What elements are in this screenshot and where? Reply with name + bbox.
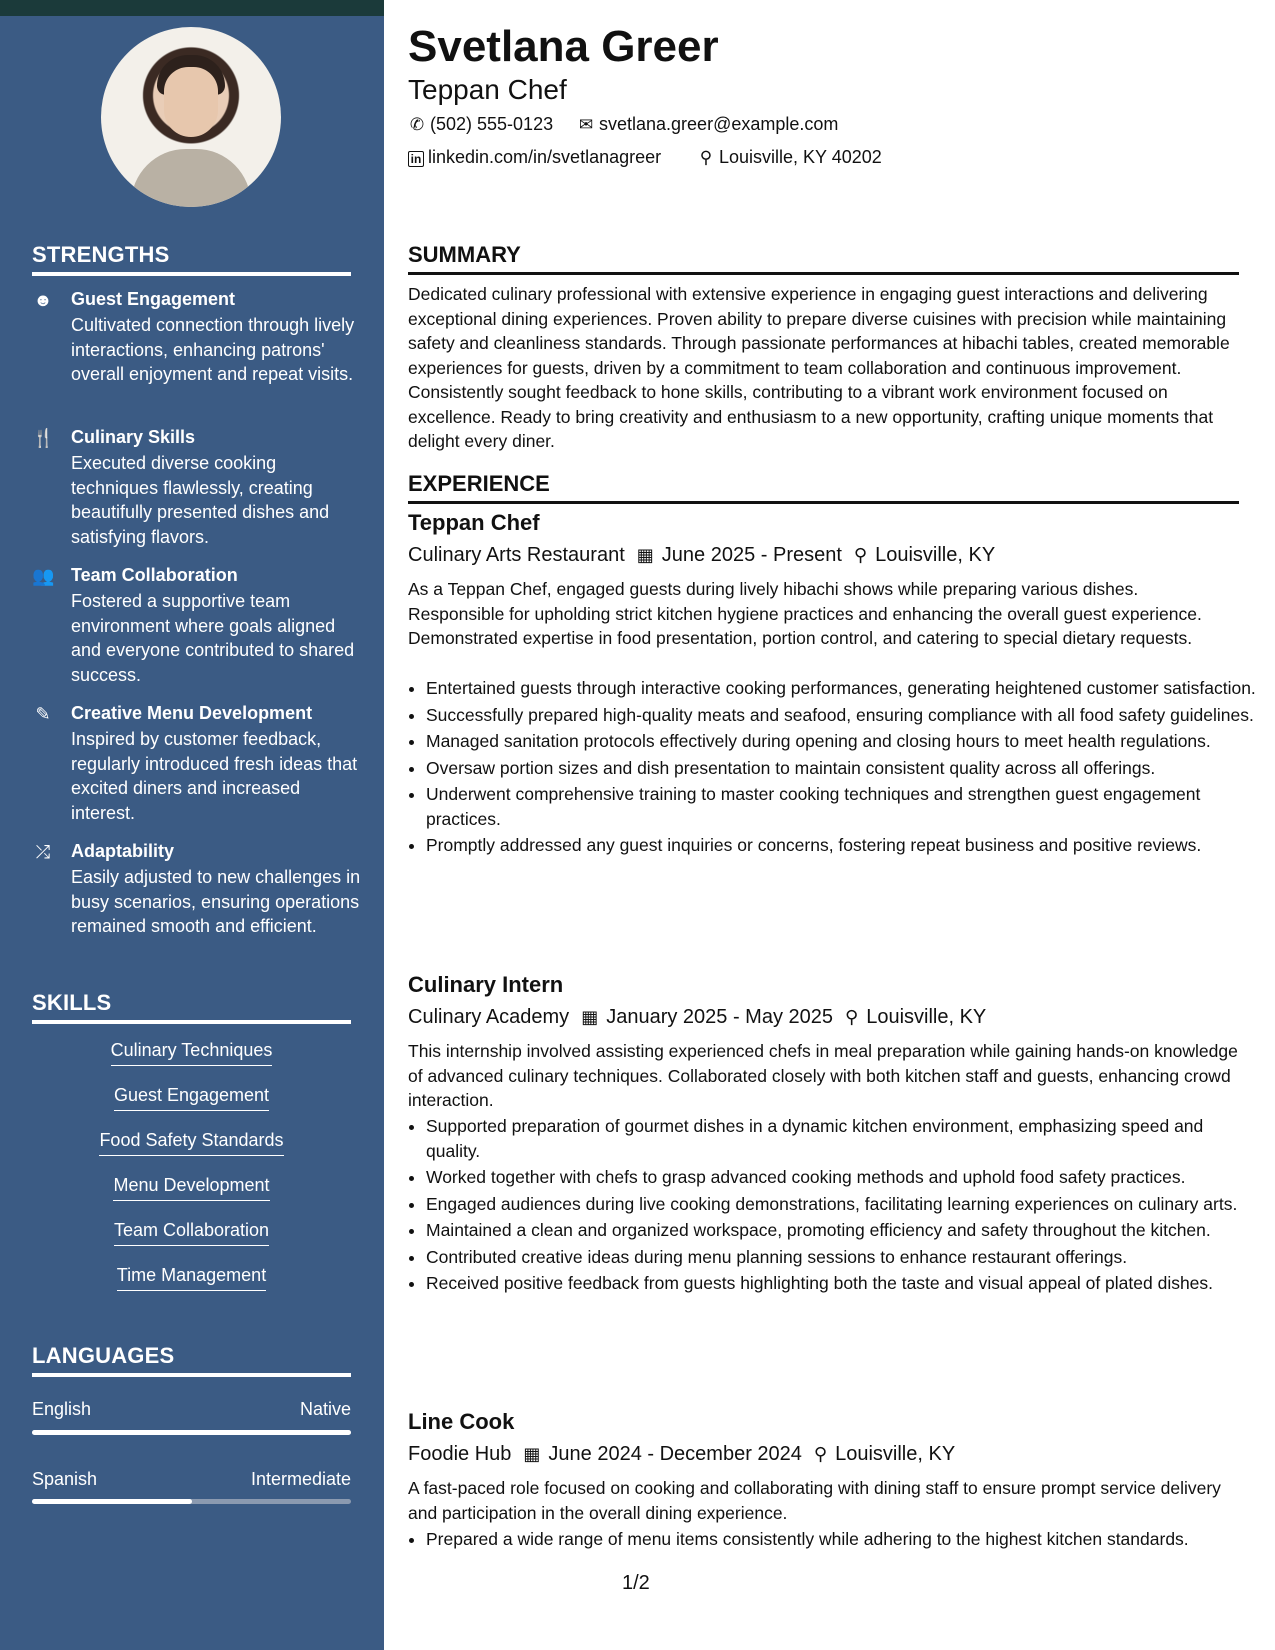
language-bar <box>32 1499 351 1504</box>
users-icon: 👥 <box>32 566 55 586</box>
job-role: Teppan Chef <box>408 510 540 535</box>
job-meta <box>408 1443 955 1466</box>
list-item: • Oversaw portion sizes and dish presentation to maintain consistent quality across all offerings. <box>426 756 1257 781</box>
photo-shoulders <box>131 149 251 207</box>
list-item: • Underwent comprehensive training to master cooking techniques and strengthen guest engagement practices. <box>426 782 1257 831</box>
language-bar-fill <box>32 1430 351 1435</box>
strength-desc: Cultivated connection through lively interactions, enhancing patrons' overall enjoyment and repeat visits. <box>71 315 355 384</box>
skill-item: Culinary Techniques <box>32 1038 351 1066</box>
job-dates: June 2025 - Present <box>661 544 842 566</box>
experience-rule <box>408 501 1239 504</box>
sidebar <box>0 16 384 1650</box>
summary-rule <box>408 272 1239 275</box>
experience-title: EXPERIENCE <box>408 471 550 496</box>
strength-desc: Executed diverse cooking techniques flawlessly, creating beautifully presented dishes and satisfying flavors. <box>71 453 330 547</box>
job-bullets <box>408 676 1257 860</box>
strength-title: Team Collaboration <box>71 565 238 585</box>
map-pin-icon: ⚲ <box>699 148 713 167</box>
job-description: This internship involved assisting experienced chefs in meal preparation while gaining hands-on knowledge of advanced culinary techniques. Collaborated closely with both kitchen staff and guests, enhancing crowd interaction. <box>408 1041 1238 1110</box>
languages-rule <box>32 1373 351 1377</box>
calendar-icon: ▦ <box>581 1007 599 1027</box>
candidate-name: Svetlana Greer <box>408 22 719 71</box>
calendar-icon: ▦ <box>636 545 654 565</box>
language-name: English <box>32 1399 92 1419</box>
summary-text: Dedicated culinary professional with extensive experience in engaging guest interactions and delivering exceptional dining experiences. Proven ability to prepare diverse cuisines with precision while maintaining safety and cleanliness standards. Through passionate performances at hibachi tables, created memorable experiences for guests, driven by a commitment to team collaboration and continuous improvement. Consistently sought feedback to hone skills, contributing to a vibrant work environment focused on excellence. Ready to bring creativity and enthusiasm to a new opportunity, crafting unique moments that delight every diner. <box>408 284 1230 451</box>
job-description: As a Teppan Chef, engaged guests during lively hibachi shows while preparing various dishes. Responsible for upholding strict kitchen hygiene practices and enhancing the overall guest experience. Demonstrated expertise in food presentation, portion control, and catering to special dietary requests. <box>408 579 1202 648</box>
envelope-icon: ✉ <box>578 115 594 134</box>
list-item: • Managed sanitation protocols effectively during opening and closing hours to meet health regulations. <box>426 729 1257 754</box>
list-item: • Supported preparation of gourmet dishes in a dynamic kitchen environment, emphasizing speed and quality. <box>426 1114 1257 1163</box>
job-location: Louisville, KY <box>866 1006 987 1028</box>
language-bar <box>32 1430 351 1435</box>
skill-item: Guest Engagement <box>32 1083 351 1111</box>
job-company: Foodie Hub <box>408 1443 512 1465</box>
phone-icon: ✆ <box>409 115 425 134</box>
job-meta <box>408 544 995 567</box>
profile-photo <box>101 27 281 207</box>
language-name: Spanish <box>32 1469 98 1489</box>
job-description: A fast-paced role focused on cooking and collaborating with dining staff to ensure prompt service delivery and participation in the overall dining experience. <box>408 1478 1221 1523</box>
skills-title: SKILLS <box>32 990 112 1015</box>
skills-rule <box>32 1020 351 1024</box>
map-pin-icon: ⚲ <box>845 1007 859 1027</box>
list-item: • Contributed creative ideas during menu planning sessions to enhance restaurant offerings. <box>426 1245 1257 1270</box>
language-level: Native <box>299 1399 351 1419</box>
strength-title: Guest Engagement <box>71 289 236 309</box>
strengths-rule <box>32 272 351 276</box>
sidebar-top-band <box>0 0 384 16</box>
contact-phone: ✆ (502) 555-0123 <box>409 114 554 134</box>
linkedin-icon: in <box>408 151 424 167</box>
map-pin-icon: ⚲ <box>813 1444 828 1464</box>
strength-desc: Inspired by customer feedback, regularly introduced fresh ideas that excited diners and increased interest. <box>71 729 358 823</box>
strength-desc: Easily adjusted to new challenges in busy scenarios, ensuring operations remained smooth and efficient. <box>71 867 361 936</box>
skill-item: Team Collaboration <box>32 1218 351 1246</box>
job-meta <box>408 1006 986 1029</box>
job-location: Louisville, KY <box>875 544 996 566</box>
calendar-icon: ▦ <box>523 1444 541 1464</box>
summary-title: SUMMARY <box>408 242 521 267</box>
shuffle-icon: ⤮ <box>35 842 51 862</box>
list-item: • Maintained a clean and organized workspace, promoting efficiency and safety throughout the kitchen. <box>426 1218 1257 1243</box>
skill-item: Time Management <box>32 1263 351 1291</box>
list-item: • Successfully prepared high-quality meats and seafood, ensuring compliance with all food safety guidelines. <box>426 703 1257 728</box>
job-role: Line Cook <box>408 1409 515 1434</box>
job-company: Culinary Academy <box>408 1006 570 1028</box>
skill-item: Food Safety Standards <box>32 1128 351 1156</box>
job-location: Louisville, KY <box>835 1443 956 1465</box>
job-company: Culinary Arts Restaurant <box>408 544 625 566</box>
job-role: Culinary Intern <box>408 972 564 997</box>
strength-title: Adaptability <box>71 841 175 861</box>
strength-title: Creative Menu Development <box>71 703 313 723</box>
list-item: • Promptly addressed any guest inquiries or concerns, fostering repeat business and positive reviews. <box>426 833 1257 858</box>
contact-email[interactable]: ✉ svetlana.greer@example.com <box>578 114 839 134</box>
photo-face <box>164 67 218 137</box>
contact-linkedin[interactable]: in linkedin.com/in/svetlanagreer <box>408 147 661 168</box>
candidate-title: Teppan Chef <box>408 74 567 105</box>
list-item: • Entertained guests through interactive cooking performances, generating heightened customer satisfaction. <box>426 676 1257 701</box>
list-item: • Engaged audiences during live cooking demonstrations, facilitating learning experiences on culinary arts. <box>426 1192 1257 1217</box>
strength-desc: Fostered a supportive team environment where goals aligned and everyone contributed to shared success. <box>71 591 355 685</box>
strengths-title: STRENGTHS <box>32 242 170 267</box>
languages-title: LANGUAGES <box>32 1343 175 1368</box>
utensils-icon: 🍴 <box>32 428 55 448</box>
map-pin-icon: ⚲ <box>853 545 868 565</box>
job-dates: January 2025 - May 2025 <box>606 1006 834 1028</box>
list-item: • Prepared a wide range of menu items consistently while adhering to the highest kitchen standards. <box>426 1527 1257 1552</box>
list-item: • Worked together with chefs to grasp advanced cooking methods and uphold food safety practices. <box>426 1165 1257 1190</box>
pencil-icon: ✎ <box>35 704 51 724</box>
language-bar-fill <box>32 1499 192 1504</box>
language-level: Intermediate <box>250 1469 351 1489</box>
contact-location: ⚲ Louisville, KY 40202 <box>697 147 882 168</box>
skill-item: Menu Development <box>32 1173 351 1201</box>
page-indicator: 1/2 <box>622 1572 650 1594</box>
job-bullets <box>408 1527 1257 1554</box>
strength-title: Culinary Skills <box>71 427 196 447</box>
smile-icon: ☻ <box>33 290 53 310</box>
list-item: • Received positive feedback from guests highlighting both the taste and visual appeal of plated dishes. <box>426 1271 1257 1296</box>
job-dates: June 2024 - December 2024 <box>548 1443 802 1465</box>
job-bullets <box>408 1114 1257 1298</box>
